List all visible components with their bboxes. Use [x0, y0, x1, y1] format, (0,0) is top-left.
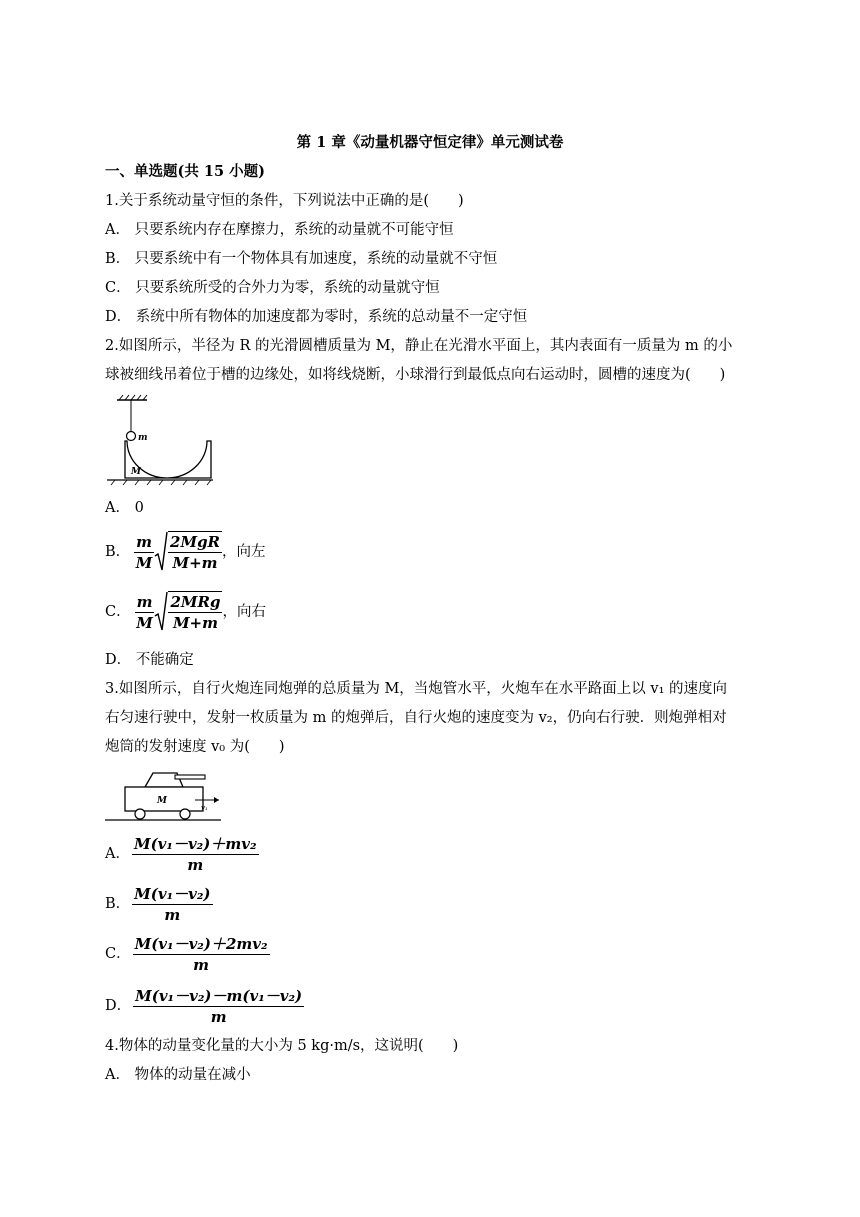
q2-stem-line1: 2.如图所示，半径为 R 的光滑圆槽质量为 M，静止在光滑水平面上，其内表面有一质量为 m 的小 [105, 338, 733, 354]
q3-option-c-fraction [133, 934, 270, 975]
q3-option-a [105, 832, 259, 876]
q3-artillery-figure [103, 765, 223, 825]
fraction-denominator: M+m [172, 553, 218, 572]
page-title: 第 1 章《动量机器守恒定律》单元测试卷 [296, 134, 564, 151]
q1-option-c: C． 只要系统所受的合外力为零，系统的动量就守恒 [105, 280, 440, 296]
q3-option-a-label: A． [105, 846, 130, 862]
section-heading: 一、单选题(共 15 小题) [105, 163, 265, 180]
q2-option-c-fraction [135, 592, 155, 633]
q3-option-c [105, 932, 270, 976]
fraction-numerator: M(v₁－v₂)＋mv₂ [133, 834, 257, 853]
q4-stem: 4.物体的动量变化量的大小为 5 kg·m/s，这说明( ) [105, 1038, 459, 1054]
q1-stem: 1.关于系统动量守恒的条件，下列说法中正确的是( ) [105, 193, 464, 209]
sqrt-sign-icon [154, 530, 168, 574]
q3-option-b [105, 882, 213, 926]
q2-groove-figure [103, 394, 215, 486]
fraction-numerator: M(v₁－v₂)＋2mv₂ [134, 934, 268, 953]
fraction-denominator: m [187, 855, 204, 874]
q2-option-d: D． 不能确定 [105, 652, 194, 668]
q3-stem-line2: 右匀速行驶中，发射一枚质量为 m 的炮弹后，自行火炮的速度变为 v₂，仍向右行驶．则炮弹相对 [105, 710, 727, 726]
q3-stem-line1: 3.如图所示，自行火炮连同炮弹的总质量为 M，当炮管水平，火炮车在水平路面上以 v₁ 的速度向 [105, 681, 728, 697]
fraction-numerator: M(v₁－v₂) [134, 884, 211, 903]
q2-option-b-label: B． [105, 544, 131, 560]
fraction-denominator: m [210, 1007, 227, 1026]
q3-option-d-label: D． [105, 998, 132, 1014]
q3-figure-label-v1: v₁ [201, 804, 208, 812]
q3-option-a-fraction [132, 834, 259, 875]
q2-option-c-direction: ，向右 [222, 604, 266, 620]
sqrt-sign-icon [154, 590, 168, 634]
q2-option-b-radicand [168, 531, 222, 573]
cannon-barrel-icon [175, 775, 205, 779]
fraction-denominator: M [135, 553, 153, 572]
q3-figure-label-M: M [157, 796, 167, 806]
q2-option-c [105, 590, 266, 634]
q2-option-c-radicand [168, 591, 222, 633]
q3-option-b-label: B． [105, 896, 131, 912]
fraction-numerator: M(v₁－v₂)－m(v₁－v₂) [135, 986, 303, 1005]
fraction-numerator: m [136, 532, 153, 551]
q2-option-b-direction: ，向左 [222, 544, 266, 560]
fraction-denominator: m [193, 955, 210, 974]
q1-option-a: A． 只要系统内存在摩擦力，系统的动量就不可能守恒 [105, 222, 454, 238]
fraction-denominator: M [136, 613, 153, 632]
q2-option-b-fraction [134, 532, 154, 573]
q2-figure-label-m: m [138, 433, 148, 443]
q2-option-b [105, 530, 266, 574]
q3-stem-line3: 炮筒的发射速度 v₀ 为( ) [105, 739, 285, 755]
q2-figure-label-M: M [131, 467, 141, 477]
fraction-numerator: m [136, 592, 153, 611]
fraction-denominator: m [164, 905, 181, 924]
q3-option-b-fraction [132, 884, 212, 925]
q3-option-d [105, 984, 304, 1028]
fraction-numerator: 2MRg [170, 592, 221, 611]
q3-option-d-fraction [133, 986, 304, 1027]
q1-option-b: B． 只要系统中有一个物体具有加速度，系统的动量就不守恒 [105, 251, 498, 267]
q4-option-a: A． 物体的动量在减小 [105, 1067, 251, 1083]
fraction-denominator: M+m [172, 613, 218, 632]
fraction-numerator: 2MgR [170, 532, 221, 551]
q3-option-c-label: C． [105, 946, 131, 962]
q2-option-c-label: C． [105, 604, 131, 620]
q2-stem-line2: 球被细线吊着位于槽的边缘处，如将线烧断，小球滑行到最低点向右运动时，圆槽的速度为( ) [105, 367, 726, 383]
q2-option-a: A． 0 [105, 500, 144, 516]
q1-option-d: D． 系统中所有物体的加速度都为零时，系统的总动量不一定守恒 [105, 309, 528, 325]
